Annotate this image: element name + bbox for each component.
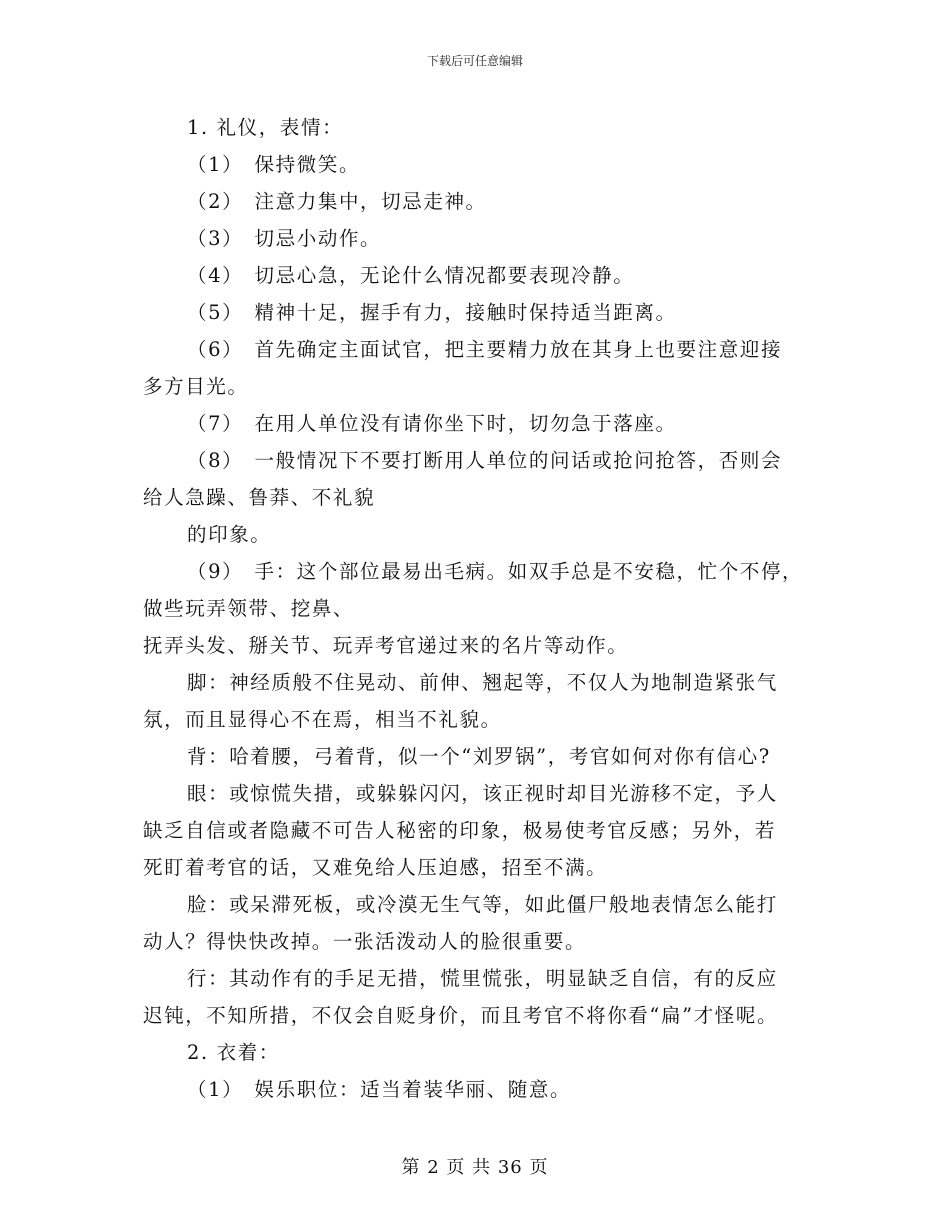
paragraph-line: 做些玩弄领带、挖鼻、 — [143, 597, 355, 620]
list-item: （4） 切忌心急，无论什么情况都要表现冷静。 — [187, 264, 635, 287]
list-item: （5） 精神十足，握手有力，接触时保持适当距离。 — [187, 301, 677, 324]
paragraph-line: 行：其动作有的手足无措，慌里慌张，明显缺乏自信，有的反应 — [187, 967, 778, 990]
list-item: （1） 娱乐职位：适当着装华丽、随意。 — [187, 1078, 572, 1101]
list-item: （6） 首先确定主面试官，把主要精力放在其身上也要注意迎接 — [187, 338, 783, 361]
paragraph-line: 脚：神经质般不住晃动、前伸、翘起等，不仅人为地制造紧张气 — [187, 671, 778, 694]
paragraph-line: 死盯着考官的话，又难免给人压迫感，招至不满。 — [143, 856, 608, 879]
paragraph-line: 给人急躁、鲁莽、不礼貌 — [143, 486, 376, 509]
paragraph-line: 动人？得快快改掉。一张活泼动人的脸很重要。 — [143, 930, 587, 953]
paragraph-line: 抚弄头发、掰关节、玩弄考官递过来的名片等动作。 — [143, 634, 629, 657]
list-item: （7） 在用人单位没有请你坐下时，切勿急于落座。 — [187, 412, 677, 435]
list-item: （9） 手：这个部位最易出毛病。如双手总是不安稳，忙个不停， — [187, 560, 804, 583]
list-item: （3） 切忌小动作。 — [187, 227, 382, 250]
section-heading-etiquette: 1. 礼仪，表情： — [187, 116, 344, 139]
paragraph-line: 背：哈着腰，弓着背，似一个“刘罗锅”，考官如何对你有信心? — [187, 745, 771, 768]
paragraph-line: 的印象。 — [187, 523, 272, 546]
paragraph-line: 缺乏自信或者隐藏不可告人秘密的印象，极易使考官反感；另外，若 — [143, 819, 777, 842]
page-header: 下载后可任意编辑 — [426, 54, 523, 68]
paragraph-line: 氛，而且显得心不在焉，相当不礼貌。 — [143, 708, 502, 731]
paragraph-line: 多方目光。 — [143, 375, 249, 398]
list-item: （8） 一般情况下不要打断用人单位的问话或抢问抢答，否则会 — [187, 449, 783, 472]
paragraph-line: 迟钝，不知所措，不仅会自贬身价，而且考官不将你看“扁”才怪呢。 — [143, 1004, 779, 1027]
section-heading-attire: 2. 衣着： — [187, 1041, 280, 1064]
list-item: （2） 注意力集中，切忌走神。 — [187, 190, 487, 213]
page-number-footer: 第 2 页 共 36 页 — [401, 1157, 549, 1178]
paragraph-line: 脸：或呆滞死板，或冷漠无生气等，如此僵尸般地表情怎么能打 — [187, 893, 778, 916]
paragraph-line: 眼：或惊慌失措，或躲躲闪闪，该正视时却目光游移不定，予人 — [187, 782, 778, 805]
list-item: （1） 保持微笑。 — [187, 153, 361, 176]
